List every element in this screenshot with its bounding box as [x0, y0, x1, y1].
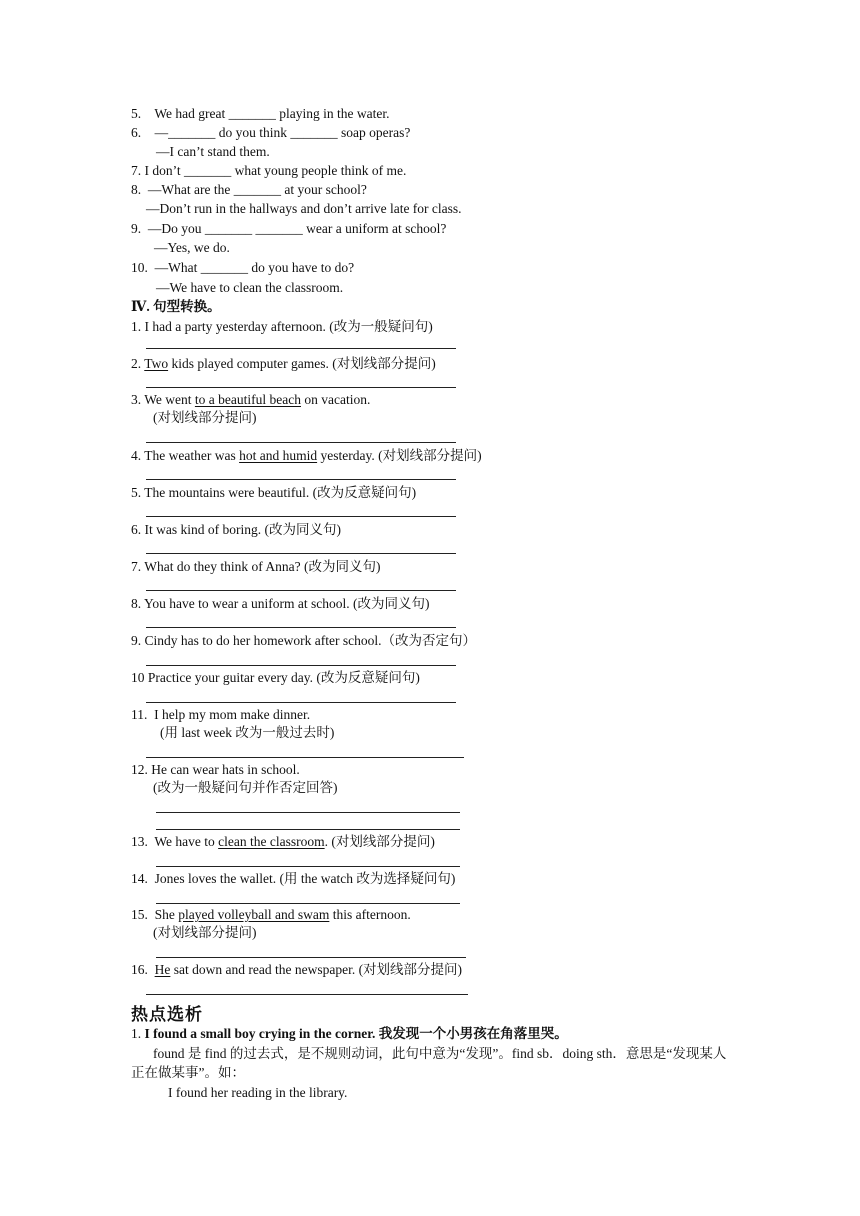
fill-q6-question: 6. —_______ do you think _______ soap operas?: [131, 125, 411, 140]
answer-line-s15: [156, 957, 466, 958]
answer-line-s7: [146, 590, 456, 591]
fill-q8-question: 8. —What are the _______ at your school?: [131, 182, 367, 197]
fill-q6-answer: —I can’t stand them.: [156, 144, 270, 159]
answer-line-s5: [146, 516, 456, 517]
answer-line-s16: [146, 994, 468, 995]
transform-s12: 12. He can wear hats in school.: [131, 762, 300, 777]
transform-s11: 11. I help my mom make dinner.: [131, 707, 311, 722]
answer-line-s13: [156, 866, 460, 867]
answer-line-s14: [156, 903, 460, 904]
s13-prefix: 13. We have to: [131, 834, 219, 849]
s16-suffix: sat down and read the newspaper. (对划线部分提问): [170, 962, 463, 977]
answer-line-s11: [146, 757, 464, 758]
transform-s1: 1. I had a party yesterday afternoon. (改为一般疑问句): [131, 319, 433, 334]
s4-suffix: yesterday. (对划线部分提问): [317, 448, 482, 463]
fill-q5: 5. We had great _______ playing in the water.: [131, 106, 390, 121]
s15-underlined: played volleyball and swam: [178, 907, 330, 922]
fill-q9-question: 9. —Do you _______ _______ wear a uniform at school?: [131, 221, 447, 236]
transform-s2: [131, 356, 436, 372]
transform-s7: 7. What do they think of Anna? (改为同义句): [131, 559, 381, 574]
answer-line-s4: [146, 479, 456, 480]
transform-s12-note: (改为一般疑问句并作否定回答): [153, 780, 338, 795]
s4-underlined: hot and humid: [239, 448, 318, 463]
transform-s3: [131, 392, 370, 408]
transform-s15-note: (对划线部分提问): [153, 925, 257, 940]
transform-s8: 8. You have to wear a uniform at school. (改为同义句): [131, 596, 430, 611]
answer-line-s12b: [156, 829, 460, 830]
hot-item1-number: 1.: [131, 1026, 145, 1041]
s2-underlined: Two: [144, 356, 169, 371]
answer-line-s6: [146, 553, 456, 554]
transform-s3-note: (对划线部分提问): [153, 410, 257, 425]
fill-q10-answer: —We have to clean the classroom.: [156, 280, 344, 295]
s13-underlined: clean the classroom: [218, 834, 325, 849]
transform-s16: [131, 962, 462, 978]
transform-s6: 6. It was kind of boring. (改为同义句): [131, 522, 341, 537]
s15-suffix: this afternoon.: [329, 907, 411, 922]
s16-prefix: 16.: [131, 962, 155, 977]
fill-q10-question: 10. —What _______ do you have to do?: [131, 260, 355, 275]
hot-item1-explanation: found 是 find 的过去式，是不规则动词，此句中意为“发现”。find sb．doing sth．意思是“发现某人正在做某事”。如：: [131, 1046, 727, 1080]
answer-line-s1: [146, 348, 456, 349]
answer-line-s8: [146, 627, 456, 628]
transform-s5: 5. The mountains were beautiful. (改为反意疑问句): [131, 485, 417, 500]
s3-prefix: 3. We went: [131, 392, 195, 407]
s4-prefix: 4. The weather was: [131, 448, 240, 463]
s2-suffix: kids played computer games. (对划线部分提问): [168, 356, 436, 371]
s2-prefix: 2.: [131, 356, 145, 371]
answer-line-s2: [146, 387, 456, 388]
transform-s14: 14. Jones loves the wallet. (用 the watch 改为选择疑问句): [131, 871, 456, 886]
fill-q9-answer: —Yes, we do.: [154, 240, 230, 255]
answer-line-s10: [146, 702, 456, 703]
s3-suffix: on vacation.: [300, 392, 371, 407]
transform-s10: 10 Practice your guitar every day. (改为反意疑问句): [131, 670, 420, 685]
transform-s13: [131, 834, 435, 850]
hot-item1-example: I found her reading in the library.: [168, 1085, 348, 1100]
fill-q7: 7. I don’t _______ what young people think of me.: [131, 163, 407, 178]
answer-line-s12a: [156, 812, 460, 813]
s13-suffix: . (对划线部分提问): [324, 834, 435, 849]
transform-s11-note: (用 last week 改为一般过去时): [160, 725, 335, 740]
fill-q8-answer: —Don’t run in the hallways and don’t arrive late for class.: [146, 201, 462, 216]
hot-item1-heading: [131, 1026, 568, 1042]
s15-prefix: 15. She: [131, 907, 179, 922]
answer-line-s3: [146, 442, 456, 443]
transform-s15: [131, 907, 411, 923]
transform-s9: 9. Cindy has to do her homework after school.（改为否定句）: [131, 633, 476, 648]
section4-title: Ⅳ. 句型转换。: [131, 299, 221, 314]
hot-analysis-title: 热点选析: [131, 1005, 203, 1024]
s3-underlined: to a beautiful beach: [194, 392, 301, 407]
s16-underlined: He: [154, 962, 171, 977]
hot-item1-sentence: I found a small boy crying in the corner. 我发现一个小男孩在角落里哭。: [144, 1026, 568, 1041]
transform-s4: [131, 448, 482, 464]
answer-line-s9: [146, 665, 456, 666]
